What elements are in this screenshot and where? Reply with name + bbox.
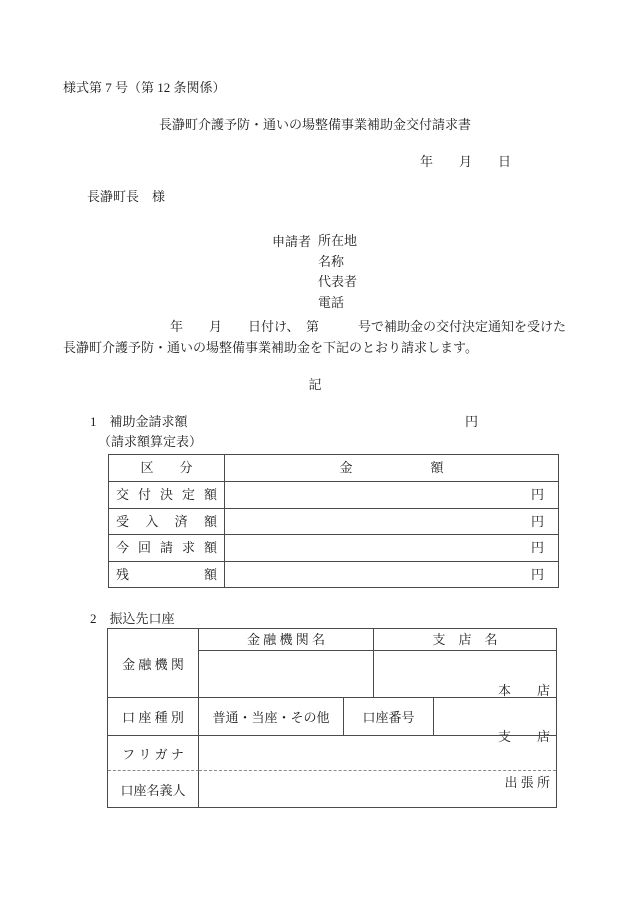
t1-row-amount-current-claim: 円 — [224, 534, 558, 561]
applicant-block — [272, 231, 357, 313]
section-mark: 記 — [308, 377, 322, 392]
section1-heading: 1 補助金請求額 — [90, 414, 188, 429]
t1-row-label-grant-decided: 交 付 決 定 額 — [109, 481, 224, 508]
t2-furigana-input — [199, 736, 556, 771]
t2-bank-label: 金 融 機 関 — [108, 629, 199, 698]
t2-bank-name-header: 金 融 機 関 名 — [199, 629, 374, 651]
applicant-label: 申請者 — [272, 234, 312, 249]
t1-row-label-received: 受 入 済 額 — [109, 508, 224, 535]
t1-row-amount-received: 円 — [224, 508, 558, 535]
t1-header-category: 区 分 — [140, 460, 193, 475]
t1-header-amount: 金 額 — [224, 455, 558, 481]
section1-subheading: （請求額算定表） — [98, 434, 203, 449]
applicant-field-representative: 代表者 — [318, 274, 358, 289]
t2-branch-header: 支 店 名 — [374, 629, 556, 651]
t1-row-amount-grant-decided: 円 — [224, 481, 558, 508]
body-line-2: 長瀞町介護予防・通いの場整備事業補助金を下記のとおり請求します。 — [63, 340, 478, 355]
section2-heading: 2 振込先口座 — [90, 611, 175, 626]
claim-amount-table — [108, 454, 559, 588]
applicant-field-name: 名称 — [318, 253, 345, 269]
t2-branch-option-branch: 支 店 — [497, 729, 550, 745]
t1-row-amount-balance: 円 — [224, 561, 558, 588]
bank-account-table — [107, 628, 557, 808]
t2-account-number-label: 口座番号 — [344, 698, 434, 736]
t2-bank-name-input — [199, 651, 374, 698]
applicant-field-phone: 電話 — [318, 294, 345, 310]
body-line-1: 年 月 日付け、 第 号で補助金の交付決定通知を受けた — [170, 319, 566, 334]
t2-branch-option-head-office: 本 店 — [497, 682, 550, 698]
t2-holder-input — [199, 771, 556, 807]
applicant-fields — [318, 231, 357, 313]
t2-account-number-input — [434, 698, 556, 736]
t2-account-type-value: 普通・当座・その他 — [199, 698, 344, 736]
form-number: 様式第 7 号（第 12 条関係） — [63, 80, 226, 95]
section1-unit: 円 — [465, 414, 479, 429]
t2-furigana-label: フ リ ガ ナ — [108, 736, 199, 771]
t2-branch-option-sub-branch: 出 張 所 — [504, 775, 550, 791]
t1-row-label-current-claim: 今 回 請 求 額 — [109, 534, 224, 561]
t2-holder-label: 口座名義人 — [108, 771, 199, 807]
recipient-line: 長瀞町長 様 — [87, 189, 166, 204]
date-line: 年 月 日 — [420, 154, 512, 169]
t1-row-label-balance: 残 額 — [109, 561, 224, 588]
t2-account-type-label: 口 座 種 別 — [108, 698, 199, 736]
document-title: 長瀞町介護予防・通いの場整備事業補助金交付請求書 — [158, 117, 471, 132]
applicant-field-address: 所在地 — [318, 233, 358, 248]
